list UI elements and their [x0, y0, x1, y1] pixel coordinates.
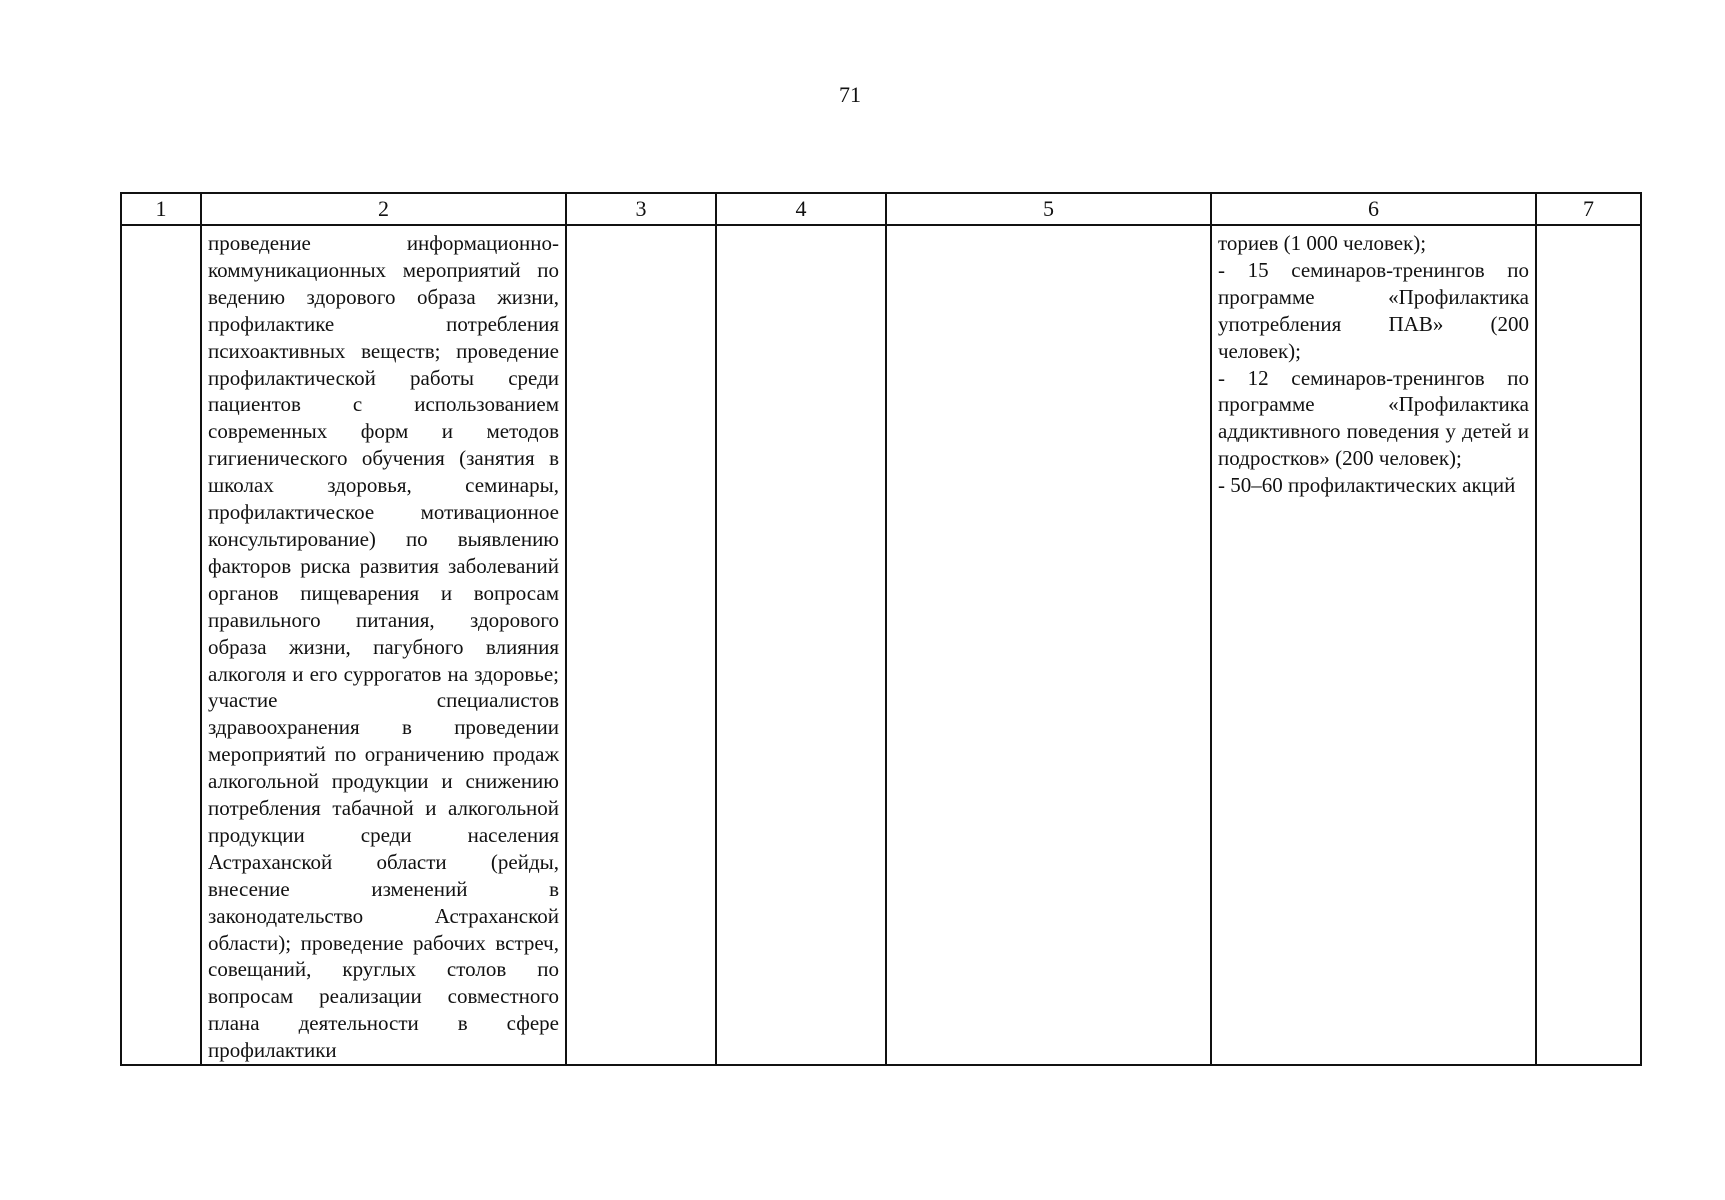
page-number: 71 [839, 82, 861, 107]
table-row [121, 225, 1641, 1065]
column-header-2: 2 [201, 193, 566, 225]
list-item: - 50–60 профилактических акций [1218, 473, 1516, 498]
list-item: - 12 семинаров-тренингов по программе «Профилактика аддиктивного поведения у детей и подростков» (200 человек); [1218, 365, 1529, 471]
cell-col-2 [201, 225, 566, 1065]
column-header-5: 5 [886, 193, 1211, 225]
cell-col-4 [716, 225, 886, 1065]
cell-col-5 [886, 225, 1211, 1065]
list-item: ториев (1 000 человек); [1218, 231, 1427, 255]
cell-col-1 [121, 225, 201, 1065]
results-list [1212, 226, 1535, 499]
measures-description: проведение информационно-коммуникационных мероприятий по ведению здорового образа жизни, профилактике потребления психоактивных веществ; проведение профилактической работы среди пациентов с использованием современных форм и методов гигиенического обучения (занятия в школах здоровья, семинары, профилактическое мотивационное консультирование) по выявлению факторов риска развития заболеваний органов пищеварения и вопросам правильного питания, здорового образа жизни, пагубного влияния алкоголя и его суррогатов на здоровье; участие специалистов здравоохранения в проведении мероприятий по ограничению продаж алкогольной продукции и снижению потребления табачной и алкогольной продукции среди населения Астраханской области (рейды, внесение изменений в законодательство Астраханской области); проведение рабочих встреч, совещаний, круглых столов по вопросам реализации совместного плана деятельности в сфере профилактики [208, 231, 559, 1063]
header-row [121, 193, 1641, 225]
cell-col-3 [566, 225, 716, 1065]
column-header-3: 3 [566, 193, 716, 225]
column-header-4: 4 [716, 193, 886, 225]
column-header-6: 6 [1211, 193, 1536, 225]
column-header-1: 1 [121, 193, 201, 225]
document-table [120, 192, 1642, 1066]
list-item: - 15 семинаров-тренингов по программе «Профилактика употребления ПАВ» (200 человек); [1218, 257, 1529, 363]
column-header-7: 7 [1536, 193, 1641, 225]
cell-col-6 [1211, 225, 1536, 1065]
cell-col-7 [1536, 225, 1641, 1065]
